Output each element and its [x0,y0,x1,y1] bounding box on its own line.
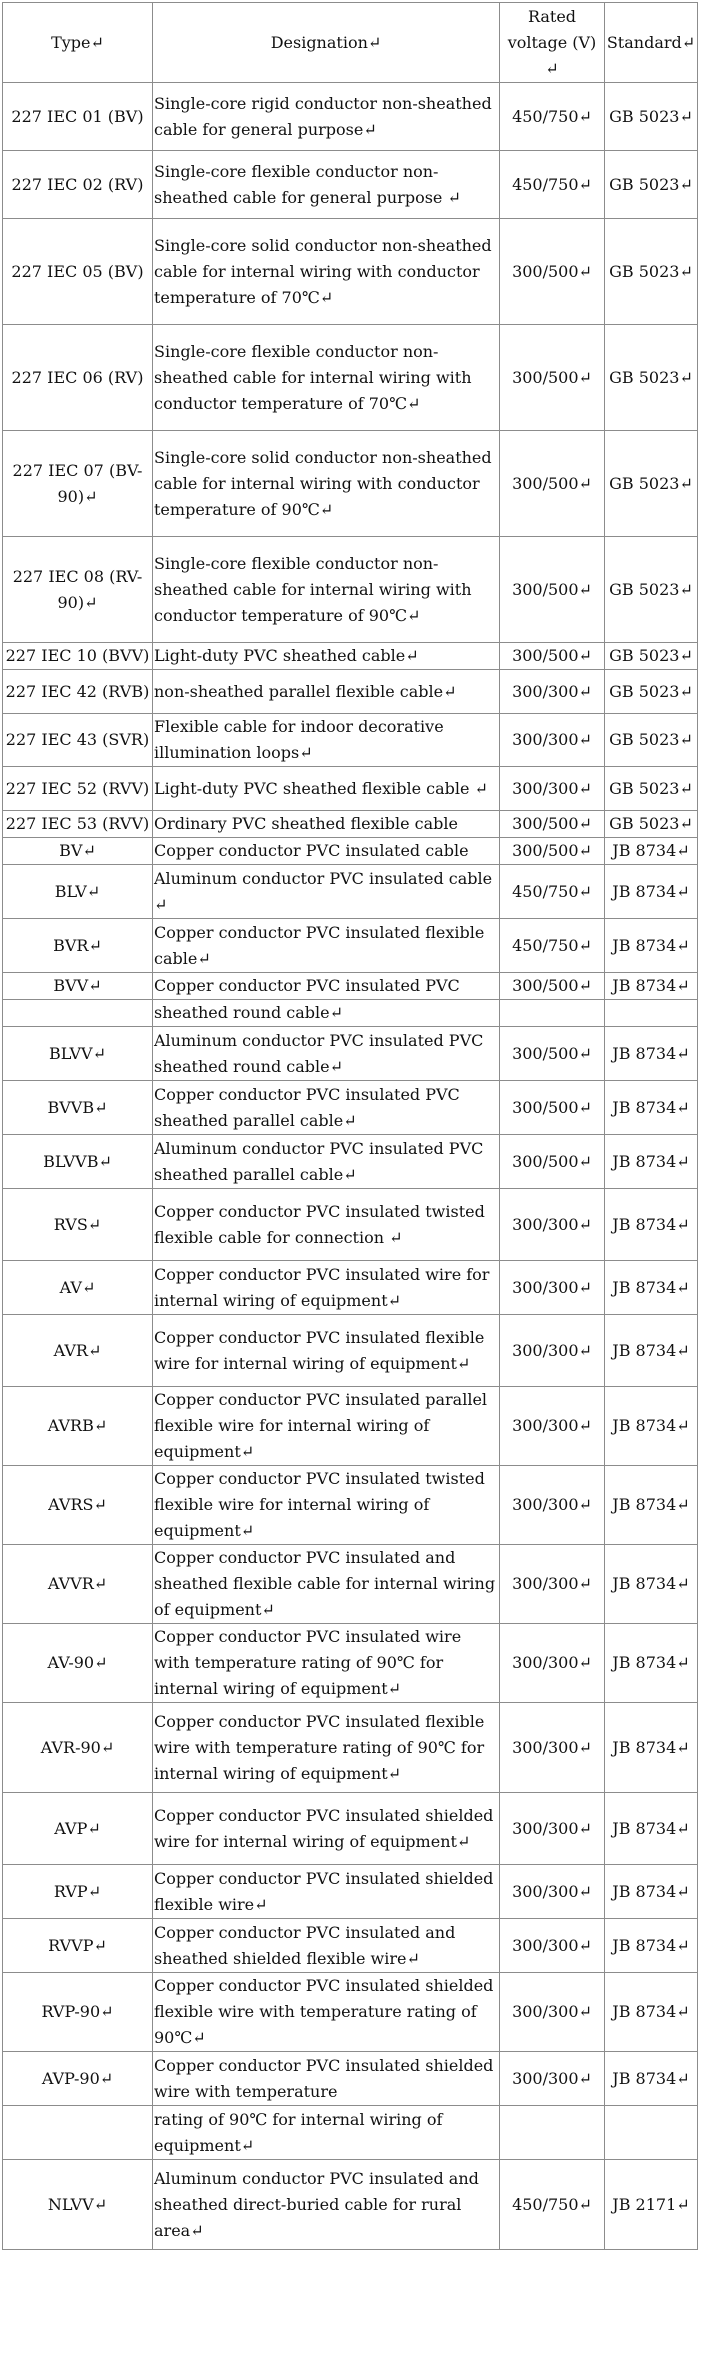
table-row [3,1387,698,1466]
table-row [3,1865,698,1919]
cell-designation: Aluminum conductor PVC insulated PVC sheathed round cable↵ [153,1027,500,1081]
cell-rated-voltage: 300/300↵ [500,1545,605,1624]
cell-standard: JB 8734↵ [605,973,698,1000]
cell-standard: JB 8734↵ [605,1973,698,2052]
cell-type: RVP-90↵ [3,1973,153,2052]
cell-type: BVV↵ [3,973,153,1000]
cell-designation: Copper conductor PVC insulated PVC sheathed parallel cable↵ [153,1081,500,1135]
table-row [3,1466,698,1545]
cell-designation: Copper conductor PVC insulated flexible wire for internal wiring of equipment↵ [153,1315,500,1387]
table-row [3,1624,698,1703]
header-standard: Standard↵ [605,3,698,83]
cell-rated-voltage: 300/500↵ [500,1081,605,1135]
cell-standard [605,2106,698,2160]
cell-type: 227 IEC 42 (RVB) [3,670,153,714]
cell-standard: JB 8734↵ [605,1624,698,1703]
cell-type: RVS↵ [3,1189,153,1261]
cell-type: 227 IEC 53 (RVV) [3,811,153,838]
cell-rated-voltage [500,2106,605,2160]
cell-standard [605,1000,698,1027]
table-row [3,865,698,919]
table-row [3,1000,698,1027]
cell-rated-voltage: 450/750↵ [500,2160,605,2250]
cell-designation: Copper conductor PVC insulated wire with temperature rating of 90℃ for internal wiring of equipment↵ [153,1624,500,1703]
cell-designation: Flexible cable for indoor decorative illumination loops↵ [153,714,500,767]
table-body [3,83,698,2250]
cell-designation: Ordinary PVC sheathed flexible cable [153,811,500,838]
cell-rated-voltage: 450/750↵ [500,865,605,919]
cell-type: BVR↵ [3,919,153,973]
table-row [3,83,698,151]
table-row [3,151,698,219]
cell-standard: GB 5023↵ [605,219,698,325]
cell-standard: JB 8734↵ [605,1919,698,1973]
cable-spec-table [2,2,698,2250]
cell-rated-voltage: 300/500↵ [500,325,605,431]
cell-standard: JB 8734↵ [605,1545,698,1624]
cell-designation: Single-core solid conductor non-sheathed cable for internal wiring with conductor temperature of 70℃↵ [153,219,500,325]
cell-designation: Copper conductor PVC insulated flexible cable↵ [153,919,500,973]
cell-type: AVRS↵ [3,1466,153,1545]
cell-standard: JB 8734↵ [605,1466,698,1545]
table-row [3,1973,698,2052]
header-rated-voltage: Rated voltage (V) ↵ [500,3,605,83]
table-row [3,325,698,431]
cell-designation: Aluminum conductor PVC insulated PVC sheathed parallel cable↵ [153,1135,500,1189]
cell-rated-voltage: 300/300↵ [500,767,605,811]
table-row [3,2160,698,2250]
cell-standard: GB 5023↵ [605,643,698,670]
table-row [3,1189,698,1261]
cell-designation: non-sheathed parallel flexible cable↵ [153,670,500,714]
cell-standard: JB 8734↵ [605,865,698,919]
cell-designation: Copper conductor PVC insulated shielded wire for internal wiring of equipment↵ [153,1793,500,1865]
cell-rated-voltage: 300/300↵ [500,1973,605,2052]
cell-standard: JB 8734↵ [605,838,698,865]
table-row [3,1919,698,1973]
cell-standard: GB 5023↵ [605,83,698,151]
cell-standard: GB 5023↵ [605,537,698,643]
cell-designation: Copper conductor PVC insulated flexible wire with temperature rating of 90℃ for internal wiring of equipment↵ [153,1703,500,1793]
cell-designation: Aluminum conductor PVC insulated cable ↵ [153,865,500,919]
cell-type: AVP-90↵ [3,2052,153,2106]
cell-standard: GB 5023↵ [605,767,698,811]
cell-rated-voltage: 300/300↵ [500,1189,605,1261]
cell-type: AV-90↵ [3,1624,153,1703]
cell-type: AVR↵ [3,1315,153,1387]
cell-standard: JB 8734↵ [605,1135,698,1189]
cell-standard: JB 8734↵ [605,1261,698,1315]
cell-rated-voltage: 300/500↵ [500,537,605,643]
cell-standard: GB 5023↵ [605,325,698,431]
cell-designation: Copper conductor PVC insulated twisted flexible cable for connection ↵ [153,1189,500,1261]
cell-designation: Single-core solid conductor non-sheathed cable for internal wiring with conductor temperature of 90℃↵ [153,431,500,537]
table-row [3,431,698,537]
cell-rated-voltage [500,1000,605,1027]
cell-type: 227 IEC 01 (BV) [3,83,153,151]
cell-standard: JB 8734↵ [605,919,698,973]
cell-type: AVP↵ [3,1793,153,1865]
table-row [3,670,698,714]
cell-rated-voltage: 300/500↵ [500,219,605,325]
cell-standard: GB 5023↵ [605,431,698,537]
cell-type: BV↵ [3,838,153,865]
cell-type: AVVR↵ [3,1545,153,1624]
cell-standard: JB 8734↵ [605,1387,698,1466]
cell-designation: Single-core flexible conductor non-sheathed cable for internal wiring with conductor temperature of 90℃↵ [153,537,500,643]
cell-designation: Single-core flexible conductor non-sheathed cable for internal wiring with conductor temperature of 70℃↵ [153,325,500,431]
cell-designation: rating of 90℃ for internal wiring of equipment↵ [153,2106,500,2160]
cell-type: 227 IEC 02 (RV) [3,151,153,219]
cell-standard: JB 2171↵ [605,2160,698,2250]
cell-designation: Aluminum conductor PVC insulated and sheathed direct-buried cable for rural area↵ [153,2160,500,2250]
cell-standard: GB 5023↵ [605,811,698,838]
cell-rated-voltage: 450/750↵ [500,83,605,151]
table-row [3,919,698,973]
cell-type: AV↵ [3,1261,153,1315]
cell-type: 227 IEC 05 (BV) [3,219,153,325]
cell-type: RVVP↵ [3,1919,153,1973]
cell-designation: Light-duty PVC sheathed cable↵ [153,643,500,670]
cell-type: 227 IEC 52 (RVV) [3,767,153,811]
cell-type: 227 IEC 08 (RV-90)↵ [3,537,153,643]
cell-designation: Light-duty PVC sheathed flexible cable ↵ [153,767,500,811]
cell-rated-voltage: 300/500↵ [500,973,605,1000]
cell-designation: Copper conductor PVC insulated cable [153,838,500,865]
cell-standard: JB 8734↵ [605,2052,698,2106]
header-type: Type↵ [3,3,153,83]
cell-type: AVRB↵ [3,1387,153,1466]
table-row [3,767,698,811]
cell-type: 227 IEC 07 (BV-90)↵ [3,431,153,537]
cell-type: 227 IEC 06 (RV) [3,325,153,431]
cell-type: 227 IEC 43 (SVR) [3,714,153,767]
cell-rated-voltage: 450/750↵ [500,151,605,219]
table-row [3,1545,698,1624]
cell-type [3,2106,153,2160]
cell-type: BVVB↵ [3,1081,153,1135]
table-row [3,1703,698,1793]
cell-rated-voltage: 300/300↵ [500,1624,605,1703]
cell-rated-voltage: 300/300↵ [500,1387,605,1466]
cell-standard: GB 5023↵ [605,151,698,219]
cell-standard: JB 8734↵ [605,1189,698,1261]
table-row [3,973,698,1000]
cell-rated-voltage: 450/750↵ [500,919,605,973]
table-row [3,1081,698,1135]
cell-designation: Copper conductor PVC insulated and sheathed flexible cable for internal wiring of equipment↵ [153,1545,500,1624]
cell-standard: JB 8734↵ [605,1027,698,1081]
cell-rated-voltage: 300/300↵ [500,1466,605,1545]
table-header-row [3,3,698,83]
cell-standard: GB 5023↵ [605,670,698,714]
cell-type [3,1000,153,1027]
cell-designation: Copper conductor PVC insulated and sheathed shielded flexible wire↵ [153,1919,500,1973]
cell-type: RVP↵ [3,1865,153,1919]
cell-rated-voltage: 300/500↵ [500,1135,605,1189]
cell-rated-voltage: 300/500↵ [500,1027,605,1081]
cell-standard: JB 8734↵ [605,1793,698,1865]
cell-standard: JB 8734↵ [605,1703,698,1793]
cell-designation: Copper conductor PVC insulated shielded flexible wire↵ [153,1865,500,1919]
table-row [3,2052,698,2106]
table-row [3,714,698,767]
cell-rated-voltage: 300/300↵ [500,1865,605,1919]
cell-rated-voltage: 300/300↵ [500,1261,605,1315]
table-row [3,219,698,325]
cell-type: BLVVB↵ [3,1135,153,1189]
cell-rated-voltage: 300/300↵ [500,1703,605,1793]
cell-type: 227 IEC 10 (BVV) [3,643,153,670]
cell-standard: JB 8734↵ [605,1315,698,1387]
cell-rated-voltage: 300/300↵ [500,714,605,767]
cell-type: BLVV↵ [3,1027,153,1081]
table-row [3,811,698,838]
header-designation: Designation↵ [153,3,500,83]
cell-designation: Copper conductor PVC insulated twisted flexible wire for internal wiring of equipment↵ [153,1466,500,1545]
cell-designation: Copper conductor PVC insulated PVC [153,973,500,1000]
table-row [3,1793,698,1865]
cell-rated-voltage: 300/500↵ [500,431,605,537]
cell-rated-voltage: 300/300↵ [500,1793,605,1865]
cell-designation: Copper conductor PVC insulated wire for internal wiring of equipment↵ [153,1261,500,1315]
cell-standard: GB 5023↵ [605,714,698,767]
cell-standard: JB 8734↵ [605,1081,698,1135]
cell-type: NLVV↵ [3,2160,153,2250]
table-row [3,2106,698,2160]
cell-rated-voltage: 300/500↵ [500,838,605,865]
cell-standard: JB 8734↵ [605,1865,698,1919]
table-row [3,643,698,670]
cell-designation: Single-core flexible conductor non-sheathed cable for general purpose ↵ [153,151,500,219]
cell-rated-voltage: 300/300↵ [500,1315,605,1387]
table-row [3,537,698,643]
cell-designation: Single-core rigid conductor non-sheathed cable for general purpose↵ [153,83,500,151]
table-row [3,1027,698,1081]
table-row [3,1135,698,1189]
table-row [3,838,698,865]
cell-rated-voltage: 300/500↵ [500,811,605,838]
cell-rated-voltage: 300/300↵ [500,670,605,714]
cell-type: BLV↵ [3,865,153,919]
cell-designation: Copper conductor PVC insulated shielded wire with temperature [153,2052,500,2106]
cell-type: AVR-90↵ [3,1703,153,1793]
cell-rated-voltage: 300/300↵ [500,2052,605,2106]
cell-rated-voltage: 300/500↵ [500,643,605,670]
cell-designation: Copper conductor PVC insulated parallel flexible wire for internal wiring of equipment↵ [153,1387,500,1466]
cell-designation: Copper conductor PVC insulated shielded flexible wire with temperature rating of 90℃↵ [153,1973,500,2052]
cell-designation: sheathed round cable↵ [153,1000,500,1027]
table-row [3,1261,698,1315]
table-row [3,1315,698,1387]
cell-rated-voltage: 300/300↵ [500,1919,605,1973]
